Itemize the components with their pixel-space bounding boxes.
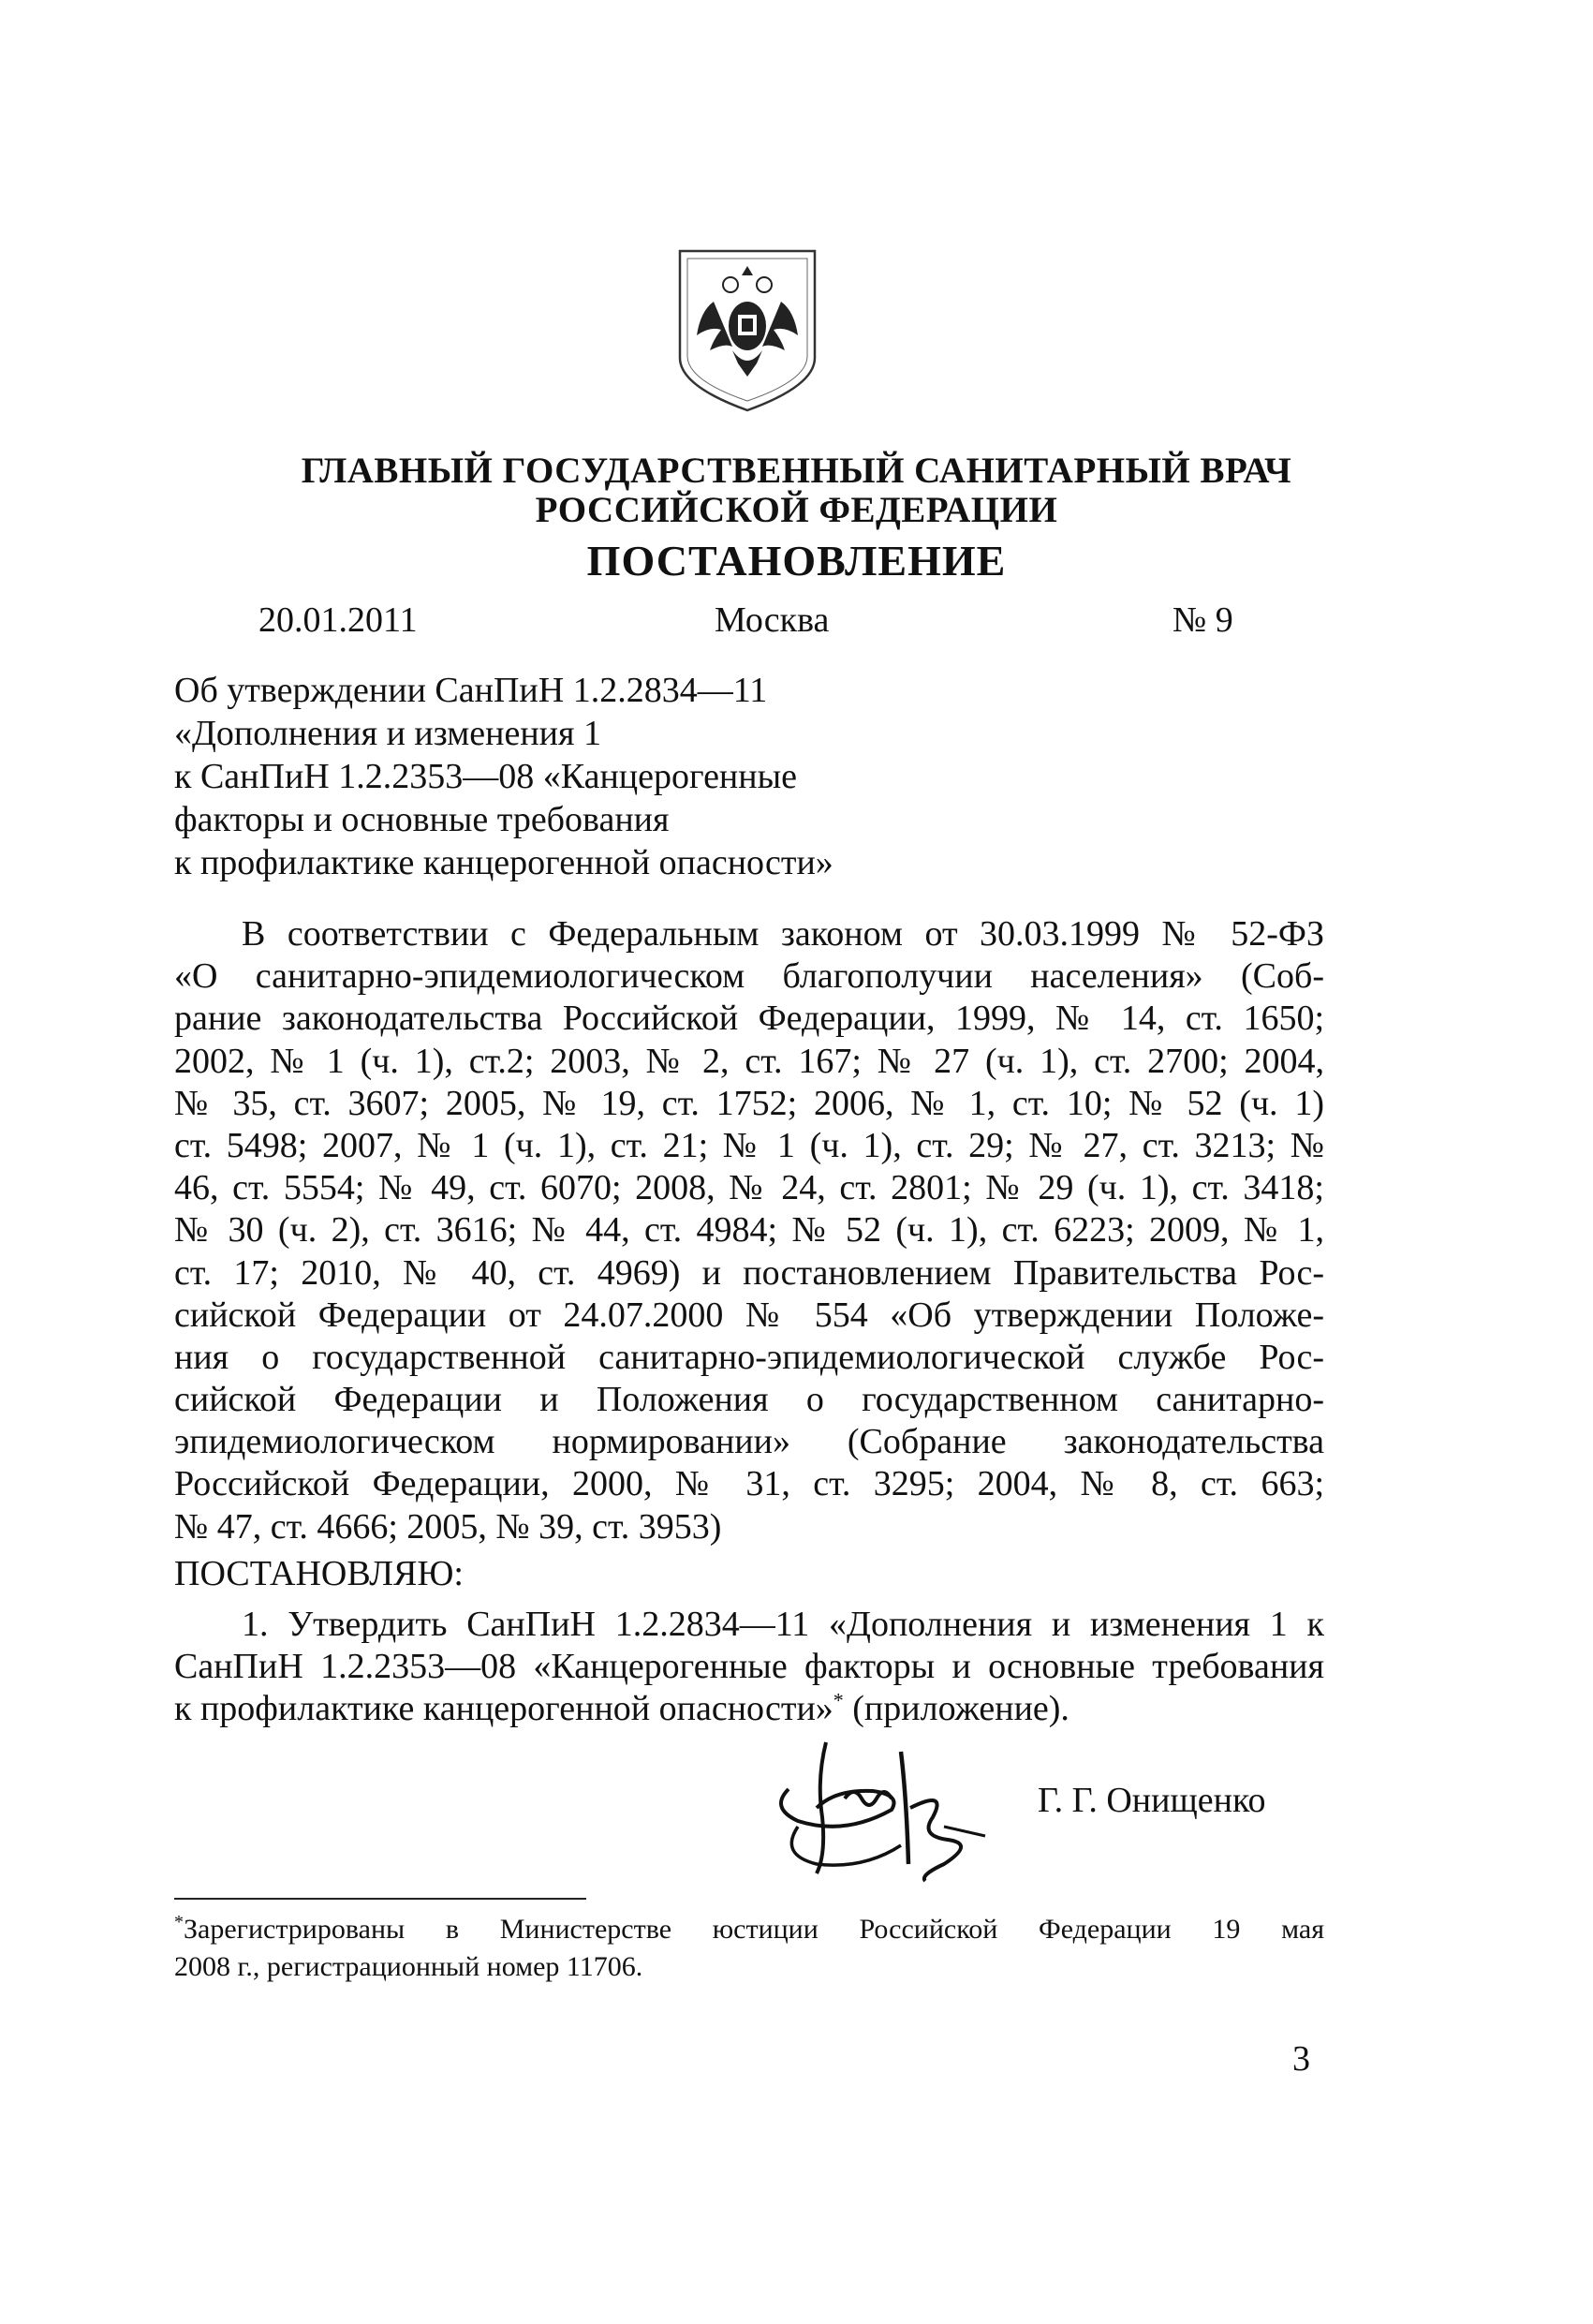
preamble-line: № 30 (ч. 2), ст. 3616; № 44, ст. 4984; № 52 (ч. 1), ст. 6223; 2009, № 1,	[174, 1210, 1324, 1251]
preamble-line: эпидемиологическом нормировании» (Собрание законодательства	[174, 1422, 1324, 1462]
preamble-line: рание законодательства Российской Федерации, 1999, № 14, ст. 1650;	[174, 999, 1324, 1039]
footnote-text: Зарегистрированы в Министерстве юстиции Российской Федерации 19 мая	[184, 1914, 1324, 1945]
item-line-text: к профилактике канцерогенной опасности»	[174, 1689, 833, 1729]
footnote-mark: *	[174, 1912, 184, 1932]
preamble-line: ст. 5498; 2007, № 1 (ч. 1), ст. 21; № 1 (ч. 1), ст. 29; № 27, ст. 3213; №	[174, 1125, 1324, 1165]
preamble-line: ния о государственной санитарно-эпидемиологической службе Рос-	[174, 1337, 1324, 1377]
preamble-line: 46, ст. 5554; № 49, ст. 6070; 2008, № 24, ст. 2801; № 29 (ч. 1), ст. 3418;	[174, 1168, 1324, 1208]
preamble-line: Российской Федерации, 2000, № 31, ст. 3295; 2004, № 8, ст. 663;	[174, 1464, 1324, 1504]
preamble-line: «О санитарно-эпидемиологическом благополучии населения» (Соб-	[174, 956, 1324, 997]
preamble-line: ст. 17; 2010, № 40, ст. 4969) и постановлением Правительства Рос-	[174, 1252, 1324, 1293]
document-date: 20.01.2011	[258, 600, 418, 640]
issuer-line-2: РОССИЙСКОЙ ФЕДЕРАЦИИ	[535, 490, 1058, 530]
footnote-divider	[174, 1898, 586, 1900]
preamble-line: № 47, ст. 4666; 2005, № 39, ст. 3953)	[174, 1506, 722, 1547]
item-line-text: (приложение).	[843, 1689, 1069, 1729]
document-type-title: ПОСТАНОВЛЕНИЕ	[586, 537, 1007, 585]
document-number: № 9	[1173, 600, 1233, 640]
preamble-line: сийской Федерации и Положения о государственном санитарно-	[174, 1380, 1324, 1420]
preamble-line: 2002, № 1 (ч. 1), ст.2; 2003, № 2, ст. 167; № 27 (ч. 1), ст. 2700; 2004,	[174, 1041, 1324, 1081]
subject-line: к СанПиН 1.2.2353—08 «Канцерогенные	[174, 757, 797, 796]
preamble-line: № 35, ст. 3607; 2005, № 19, ст. 1752; 2006, № 1, ст. 10; № 52 (ч. 1)	[174, 1083, 1324, 1123]
page-number: 3	[1292, 2039, 1310, 2079]
preamble-paragraph	[174, 913, 1324, 1548]
footnote-line	[174, 1911, 1324, 1948]
signer-name: Г. Г. Онищенко	[1038, 1781, 1266, 1820]
preamble-line: В соответствии с Федеральным законом от 30.03.1999 № 52-ФЗ	[242, 914, 1324, 954]
coat-of-arms-emblem	[672, 245, 822, 414]
footnote-ref-mark: *	[833, 1688, 844, 1712]
document-city: Москва	[715, 600, 830, 640]
subject-line: факторы и основные требования	[174, 800, 670, 839]
subject-line: Об утверждении СанПиН 1.2.2834—11	[174, 671, 768, 710]
preamble-line: сийской Федерации от 24.07.2000 № 554 «Об утверждении Положе-	[174, 1295, 1324, 1335]
item-line: 1. Утвердить СанПиН 1.2.2834—11 «Дополнения и изменения 1 к	[242, 1605, 1324, 1644]
decree-word: ПОСТАНОВЛЯЮ:	[174, 1554, 464, 1593]
item-line: СанПиН 1.2.2353—08 «Канцерогенные факторы и основные требования	[174, 1647, 1324, 1687]
document-subject	[174, 669, 833, 884]
item-line	[174, 1688, 1324, 1730]
issuer-line-1: ГЛАВНЫЙ ГОСУДАРСТВЕННЫЙ САНИТАРНЫЙ ВРАЧ	[301, 451, 1292, 491]
footnote-line: 2008 г., регистрационный номер 11706.	[174, 1951, 643, 1982]
subject-line: к профилактике канцерогенной опасности»	[174, 843, 833, 882]
handwritten-signature	[760, 1724, 1013, 1883]
subject-line: «Дополнения и изменения 1	[174, 714, 601, 753]
footnote	[174, 1911, 1324, 1986]
decree-item-1	[174, 1604, 1324, 1731]
